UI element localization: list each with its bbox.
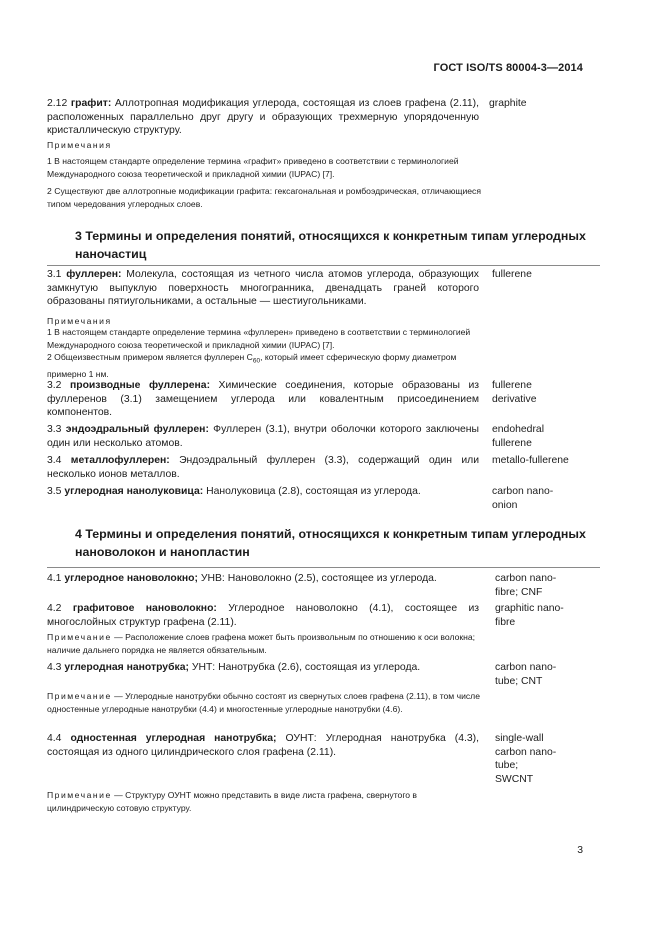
term-english-equivalent: fullerene (492, 269, 532, 280)
term-number: 4.1 (47, 573, 62, 584)
term-number: 3.2 (47, 380, 62, 391)
term-definition: Нанолуковица (2.8), состоящая из углерода. (206, 486, 421, 497)
term-english-equivalent: carbon nano- tube; CNT (495, 662, 557, 687)
term-definition: Химические соединения, которые образованы из фуллеренов (3.1) замещением углерода или ковалентным присоединением компонентов. (47, 380, 480, 419)
term-4-4 (47, 732, 479, 759)
term-english-equivalent: single-wall carbon nano- tube; SWCNT (495, 733, 557, 785)
term-english-equivalent: carbon nano- onion (492, 486, 554, 511)
term-english-equivalent: graphite (489, 98, 527, 109)
term-definition: Аллотропная модификация углерода, состоящая из слоев графена (2.11), расположенных параллельно друг другу и образующих трехмерную упорядоченную кристаллическую структуру. (47, 98, 479, 137)
term-4-1 (47, 572, 479, 586)
term-english-equivalent: graphitic nano- fibre (495, 603, 564, 628)
term-name: графитовое нановолокно: (72, 603, 217, 614)
term-number: 4.3 (47, 662, 62, 673)
term-definition: Углеродная нанотрубка (4.3), состоящая из одного цилиндрического слоя графена (2.11). (47, 733, 480, 758)
term-definition: Эндоэдральный фуллерен (3.3), содержащий один или несколько ионов металлов. (47, 455, 480, 480)
term-definition: Углеродное нановолокно (4.1), состоящее из многослойных структур графена (2.11). (47, 603, 480, 628)
term-english-equivalent: carbon nano- fibre; CNF (495, 573, 557, 598)
section-4-heading: 4 Термины и определения понятий, относящихся к конкретным типам углеродных нановолокон и нанопластин (75, 527, 586, 559)
note-2: 2 Существуют две аллотропные модификации графита: гексагональная и ромбоэдрическая, отличающиеся типом чередования углеродных слоев. (47, 186, 481, 209)
note-2: 2 Общеизвестным примером является фуллерен $C_{60}$, который имеет сферическую форму диаметром примерно 1 нм. (47, 352, 457, 380)
section-divider (47, 567, 600, 568)
term-3-1 (47, 268, 479, 309)
term-name: металлофуллерен: (70, 455, 170, 466)
term-number: 2.12 (47, 98, 68, 109)
term-name: углеродная нанотрубка; (64, 662, 189, 673)
notes-label: Примечания (47, 316, 112, 326)
term-3-3 (47, 423, 479, 450)
term-english-equivalent: metallo-fullerene (492, 455, 569, 466)
page-number: 3 (577, 845, 583, 856)
section-divider (47, 265, 600, 266)
term-4-2 (47, 602, 479, 629)
note: Примечание — Углеродные нанотрубки обычно состоят из свернутых слоев графена (2.11), в том числе одностенные углеродные нанотрубки (4.4) и многостенные углеродные нанотрубки (4.6). (47, 691, 480, 714)
term-definition: Нановолокно (2.5), состоящее из углерода. (227, 573, 437, 584)
term-number: 3.4 (47, 455, 62, 466)
term-definition: Молекула, состоящая из четного числа атомов углерода, образующих замкнутую выпуклую поверхность многогранника, двенадцать граней которого образованы пятиугольниками, а остальные — шестиугольниками. (47, 269, 479, 308)
term-abbreviation: УНВ: (200, 573, 225, 584)
term-name: углеродное нановолокно; (64, 573, 198, 584)
term-definition: Фуллерен (3.1), внутри оболочки которого заключены один или несколько атомов. (47, 424, 480, 449)
term-abbreviation: ОУНТ: (285, 733, 317, 744)
term-2-12 (47, 97, 479, 138)
term-number: 3.3 (47, 424, 62, 435)
term-definition: Нанотрубка (2.6), состоящая из углерода. (218, 662, 421, 673)
notes-label: Примечания (47, 140, 112, 150)
note: Примечание — Структуру ОУНТ можно представить в виде листа графена, свернутого в цилиндрическую сотовую структуру. (47, 790, 417, 813)
note-1: 1 В настоящем стандарте определение термина «фуллерен» приведено в соответствии с терминологией Международного союза теоретической и прикладной химии (IUPAC) [7]. (47, 327, 471, 350)
term-abbreviation: УНТ: (191, 662, 216, 673)
term-name: графит: (70, 98, 112, 109)
term-number: 3.5 (47, 486, 62, 497)
term-3-2 (47, 379, 479, 420)
note-1: 1 В настоящем стандарте определение термина «графит» приведено в соответствии с терминологией Международного союза теоретической и прикладной химии (IUPAC) [7]. (47, 156, 459, 179)
term-name: производные фуллерена: (69, 380, 211, 391)
term-3-5 (47, 485, 479, 499)
term-name: фуллерен: (66, 269, 122, 280)
term-name: эндоэдральный фуллерен: (65, 424, 209, 435)
term-english-equivalent: endohedral fullerene (492, 424, 544, 449)
term-name: углеродная нанолуковица: (64, 486, 204, 497)
term-number: 4.2 (47, 603, 62, 614)
note: Примечание — Расположение слоев графена может быть произвольным по отношению к оси волокна; наличие дальнего порядка не является обязательным. (47, 632, 476, 655)
term-name: одностенная углеродная нанотрубка; (70, 733, 277, 744)
section-3-heading: 3 Термины и определения понятий, относящихся к конкретным типам углеродных наночастиц (75, 229, 586, 261)
term-number: 3.1 (47, 269, 62, 280)
document-code-header: ГОСТ ISO/TS 80004-3—2014 (433, 62, 583, 74)
term-3-4 (47, 454, 479, 481)
term-number: 4.4 (47, 733, 62, 744)
term-english-equivalent: fullerene derivative (492, 380, 537, 405)
term-4-3 (47, 661, 479, 675)
